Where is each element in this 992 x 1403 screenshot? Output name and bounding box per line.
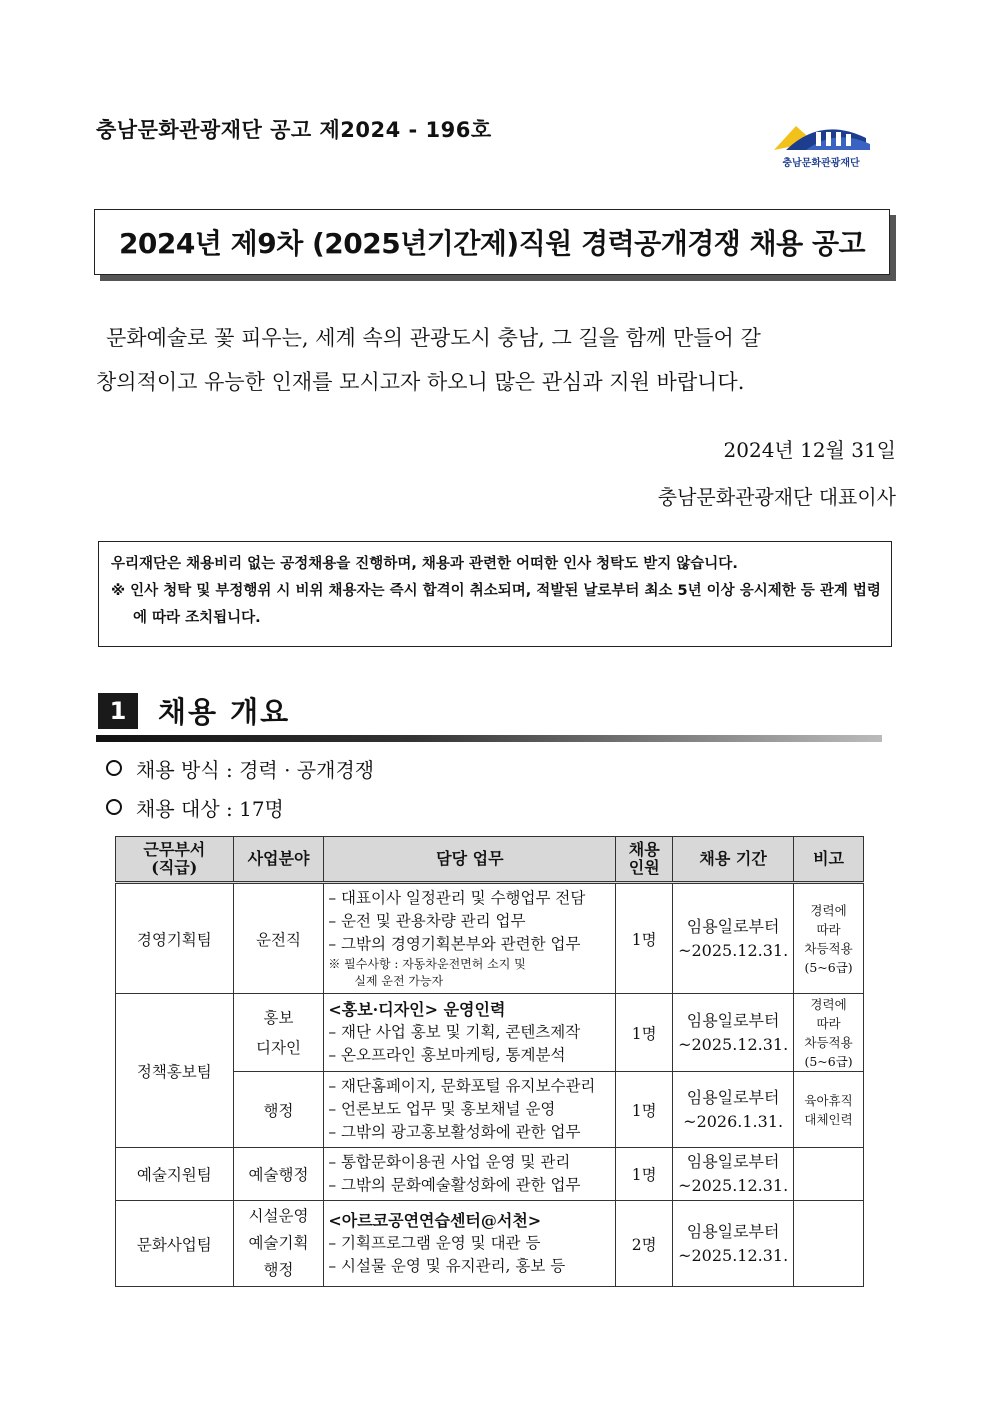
signer: 충남문화관광재단 대표이사: [657, 485, 896, 509]
header-period: 채용 기간: [673, 837, 794, 883]
cell-field: 홍보 디자인: [233, 994, 324, 1072]
logo-emblem-icon: [766, 116, 876, 156]
recruitment-table: [115, 836, 864, 1287]
header-count: 채용 인원: [616, 837, 673, 883]
cell-count: 1명: [616, 1148, 673, 1201]
cell-duty: – 재단홈페이지, 문화포털 유지보수관리 – 언론보도 업무 및 홍보채널 운영 – 그밖의 광고홍보활성화에 관한 업무: [324, 1072, 616, 1148]
cell-period: 임용일로부터 ~2025.12.31.: [673, 1148, 794, 1201]
intro-line: 창의적이고 유능한 인재를 모시고자 하오니 많은 관심과 지원 바랍니다.: [96, 370, 745, 394]
cell-period: 임용일로부터 ~2025.12.31.: [673, 883, 794, 994]
cell-dept: 예술지원팀: [116, 1148, 234, 1201]
ethics-notice-box: [98, 541, 892, 647]
title-box: [94, 209, 890, 275]
cell-count: 2명: [616, 1201, 673, 1287]
cell-duty: – 통합문화이용권 사업 운영 및 관리 – 그밖의 문화예술활성화에 관한 업무: [324, 1148, 616, 1201]
table-row: [116, 1148, 864, 1201]
page-title: 2024년 제9차 (2025년기간제)직원 경력공개경쟁 채용 공고: [118, 227, 866, 260]
cell-remark: [794, 1148, 864, 1201]
cell-remark: [794, 1201, 864, 1287]
logo-text: 충남문화관광재단: [782, 158, 860, 169]
cell-dept: 정책홍보팀: [116, 994, 234, 1148]
notice-number: 충남문화관광재단 공고 제2024 - 196호: [96, 118, 492, 142]
intro-line: 문화예술로 꽃 피우는, 세계 속의 관광도시 충남, 그 길을 함께 만들어 갈: [106, 326, 761, 350]
circle-bullet-icon: [106, 760, 122, 776]
bullet-item: [106, 754, 374, 783]
section-divider: [96, 735, 882, 742]
cell-field: 시설운영 예술기획 행정: [233, 1201, 324, 1287]
cell-dept: 경영기획팀: [116, 883, 234, 994]
intro-paragraph: [96, 316, 896, 404]
bullet-item: [106, 793, 284, 822]
cell-count: 1명: [616, 994, 673, 1072]
cell-duty: <홍보·디자인> 운영인력 – 재단 사업 홍보 및 기획, 콘텐츠제작 – 온오프라인 홍보마케팅, 통계분석: [324, 994, 616, 1072]
cell-period: 임용일로부터 ~2025.12.31.: [673, 994, 794, 1072]
cell-period: 임용일로부터 ~2026.1.31.: [673, 1072, 794, 1148]
cell-remark: 경력에 따라 차등적용 (5~6급): [794, 883, 864, 994]
table-row: [116, 883, 864, 994]
cell-field: 행정: [233, 1072, 324, 1148]
cell-remark: 육아휴직 대체인력: [794, 1072, 864, 1148]
table-header-row: [116, 837, 864, 883]
cell-count: 1명: [616, 1072, 673, 1148]
cell-dept: 문화사업팀: [116, 1201, 234, 1287]
cell-count: 1명: [616, 883, 673, 994]
ethics-warning: ※ 인사 청탁 및 부정행위 시 비위 채용자는 즉시 합격이 취소되며, 적발된 날로부터 최소 5년 이상 응시제한 등 관계 법령에 따라 조치됩니다.: [111, 583, 881, 626]
bullet-text: 채용 대상 : 17명: [136, 797, 284, 821]
cell-duty: – 대표이사 일정관리 및 수행업무 전담 – 운전 및 관용차량 관리 업무 – 그밖의 경영기획본부와 관련한 업무 ※ 필수사항 : 자동차운전면허 소지 및 실제 운전 가능자: [324, 883, 616, 994]
ethics-line: 우리재단은 채용비리 없는 공정채용을 진행하며, 채용과 관련한 어떠한 인사 청탁도 받지 않습니다.: [111, 556, 738, 572]
header-remark: 비고: [794, 837, 864, 883]
foundation-logo: [766, 116, 876, 172]
notice-date: 2024년 12월 31일: [723, 438, 896, 462]
cell-period: 임용일로부터 ~2025.12.31.: [673, 1201, 794, 1287]
header-duty: 담당 업무: [324, 837, 616, 883]
header-field: 사업분야: [233, 837, 324, 883]
bullet-text: 채용 방식 : 경력 · 공개경쟁: [136, 758, 375, 782]
table-row: [116, 994, 864, 1072]
header-dept: 근무부서 (직급): [116, 837, 234, 883]
section-number: 1: [98, 693, 138, 729]
cell-duty: <아르코공연연습센터@서천> – 기획프로그램 운영 및 대관 등 – 시설물 운영 및 유지관리, 홍보 등: [324, 1201, 616, 1287]
cell-field: 운전직: [233, 883, 324, 994]
section-title: 채용 개요: [158, 695, 291, 729]
cell-field: 예술행정: [233, 1148, 324, 1201]
cell-remark: 경력에 따라 차등적용 (5~6급): [794, 994, 864, 1072]
table-row: [116, 1201, 864, 1287]
circle-bullet-icon: [106, 799, 122, 815]
